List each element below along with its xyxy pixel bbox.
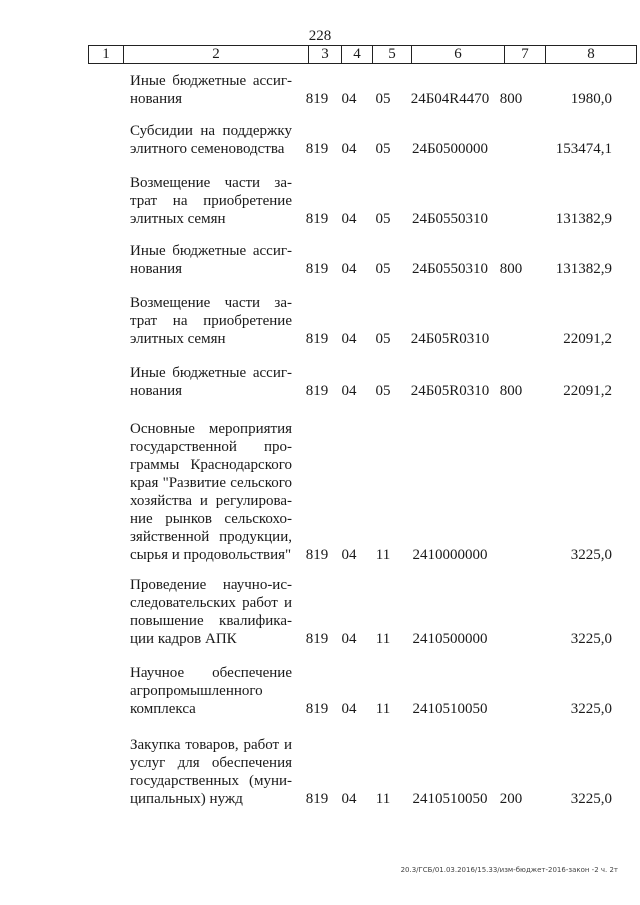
cell-col-7: 800 (499, 261, 523, 277)
row-description (130, 294, 292, 348)
cell-col-6: 2410500000 (412, 631, 488, 647)
row-description-line: Основные мероприятия (130, 421, 292, 437)
cell-col-3: 819 (305, 211, 329, 227)
col-header-4: 4 (342, 46, 373, 64)
cell-col-6: 24Б05R0310 (410, 331, 490, 347)
row-description-line: следовательских работ и (130, 595, 292, 611)
cell-col-3: 819 (305, 631, 329, 647)
cell-col-8: 153474,1 (555, 141, 612, 157)
cell-col-3: 819 (305, 547, 329, 563)
cell-col-4: 04 (341, 791, 357, 807)
cell-col-3: 819 (305, 141, 329, 157)
cell-col-6: 2410000000 (412, 547, 488, 563)
cell-col-3: 819 (305, 91, 329, 107)
row-description-line: сырья и продовольствия" (130, 547, 292, 563)
cell-col-5: 05 (375, 91, 391, 107)
row-description-line: Иные бюджетные ассиг- (130, 243, 292, 259)
row-description-line: повышение квалифика- (130, 613, 292, 629)
cell-col-6: 24Б04R4470 (410, 91, 490, 107)
row-description-line: государственных (муни- (130, 773, 292, 789)
row-description (130, 364, 292, 400)
row-description-line: нования (130, 91, 183, 107)
cell-col-8: 3225,0 (570, 701, 612, 717)
row-description-line: ципальных) нужд (130, 791, 243, 807)
cell-col-8: 3225,0 (570, 631, 612, 647)
cell-col-6: 24Б0500000 (411, 141, 489, 157)
cell-col-6: 24Б05R0310 (410, 383, 490, 399)
col-header-7: 7 (505, 46, 546, 64)
row-description-line: Иные бюджетные ассиг- (130, 365, 292, 381)
cell-col-5: 05 (375, 261, 391, 277)
row-description-line: края "Развитие сельского (130, 475, 292, 491)
cell-col-8: 22091,2 (563, 383, 612, 399)
row-description-line: Возмещение части за- (130, 295, 292, 311)
row-description (130, 72, 292, 108)
cell-col-4: 04 (341, 383, 357, 399)
cell-col-5: 11 (375, 701, 391, 717)
row-description-line: Субсидии на поддержку (130, 123, 292, 139)
row-description (130, 736, 292, 808)
cell-col-3: 819 (305, 701, 329, 717)
cell-col-7: 800 (499, 383, 523, 399)
col-header-6: 6 (412, 46, 505, 64)
page-number: 228 (308, 28, 332, 44)
row-description (130, 242, 292, 278)
row-description-line: элитного семеноводства (130, 141, 285, 157)
cell-col-4: 04 (341, 547, 357, 563)
cell-col-4: 04 (341, 261, 357, 277)
cell-col-6: 24Б0550310 (411, 211, 489, 227)
cell-col-6: 2410510050 (412, 701, 488, 717)
col-header-2: 2 (124, 46, 309, 64)
cell-col-8: 1980,0 (570, 91, 612, 107)
cell-col-4: 04 (341, 141, 357, 157)
row-description-line: зяйственной продукции, (130, 529, 292, 545)
row-description-line: Проведение научно-ис- (130, 577, 292, 593)
row-description-line: Возмещение части за- (130, 175, 292, 191)
cell-col-4: 04 (341, 631, 357, 647)
row-description-line: элитных семян (130, 331, 226, 347)
col-header-1: 1 (89, 46, 124, 64)
row-description-line: государственной про- (130, 439, 292, 455)
col-header-5: 5 (373, 46, 412, 64)
cell-col-7: 200 (499, 791, 523, 807)
row-description-line: ции кадров АПК (130, 631, 237, 647)
column-header-table (88, 45, 637, 64)
cell-col-3: 819 (305, 331, 329, 347)
cell-col-5: 11 (375, 547, 391, 563)
cell-col-8: 3225,0 (570, 791, 612, 807)
row-description-line: нования (130, 383, 183, 399)
cell-col-4: 04 (341, 331, 357, 347)
row-description-line: Научное обеспечение (130, 665, 292, 681)
cell-col-5: 05 (375, 331, 391, 347)
cell-col-8: 3225,0 (570, 547, 612, 563)
row-description-line: Иные бюджетные ассиг- (130, 73, 292, 89)
cell-col-8: 22091,2 (563, 331, 612, 347)
cell-col-5: 05 (375, 383, 391, 399)
row-description (130, 122, 292, 158)
row-description-line: комплекса (130, 701, 196, 717)
cell-col-4: 04 (341, 701, 357, 717)
row-description (130, 664, 292, 718)
row-description-line: Закупка товаров, работ и (130, 737, 292, 753)
cell-col-6: 2410510050 (412, 791, 488, 807)
cell-col-6: 24Б0550310 (411, 261, 489, 277)
row-description (130, 420, 292, 564)
cell-col-7: 800 (499, 91, 523, 107)
row-description-line: ние рынков сельскохо- (130, 511, 292, 527)
row-description-line: агропромышленного (130, 683, 263, 699)
cell-col-5: 11 (375, 791, 391, 807)
cell-col-3: 819 (305, 383, 329, 399)
cell-col-4: 04 (341, 211, 357, 227)
cell-col-5: 11 (375, 631, 391, 647)
col-header-8: 8 (546, 46, 637, 64)
row-description-line: нования (130, 261, 183, 277)
row-description-line: услуг для обеспечения (130, 755, 292, 771)
cell-col-5: 05 (375, 211, 391, 227)
row-description (130, 174, 292, 228)
cell-col-8: 131382,9 (555, 261, 612, 277)
cell-col-5: 05 (375, 141, 391, 157)
row-description-line: граммы Краснодарского (130, 457, 292, 473)
cell-col-3: 819 (305, 791, 329, 807)
cell-col-3: 819 (305, 261, 329, 277)
footer-file-ref: 20.3/ГСБ/01.03.2016/15.33/изм-бюджет-2016-закон -2 ч. 2т (400, 866, 618, 874)
row-description-line: трат на приобретение (130, 193, 292, 209)
cell-col-4: 04 (341, 91, 357, 107)
row-description (130, 576, 292, 648)
row-description-line: элитных семян (130, 211, 226, 227)
col-header-3: 3 (309, 46, 342, 64)
cell-col-8: 131382,9 (555, 211, 612, 227)
row-description-line: хозяйства и регулирова- (130, 493, 292, 509)
row-description-line: трат на приобретение (130, 313, 292, 329)
